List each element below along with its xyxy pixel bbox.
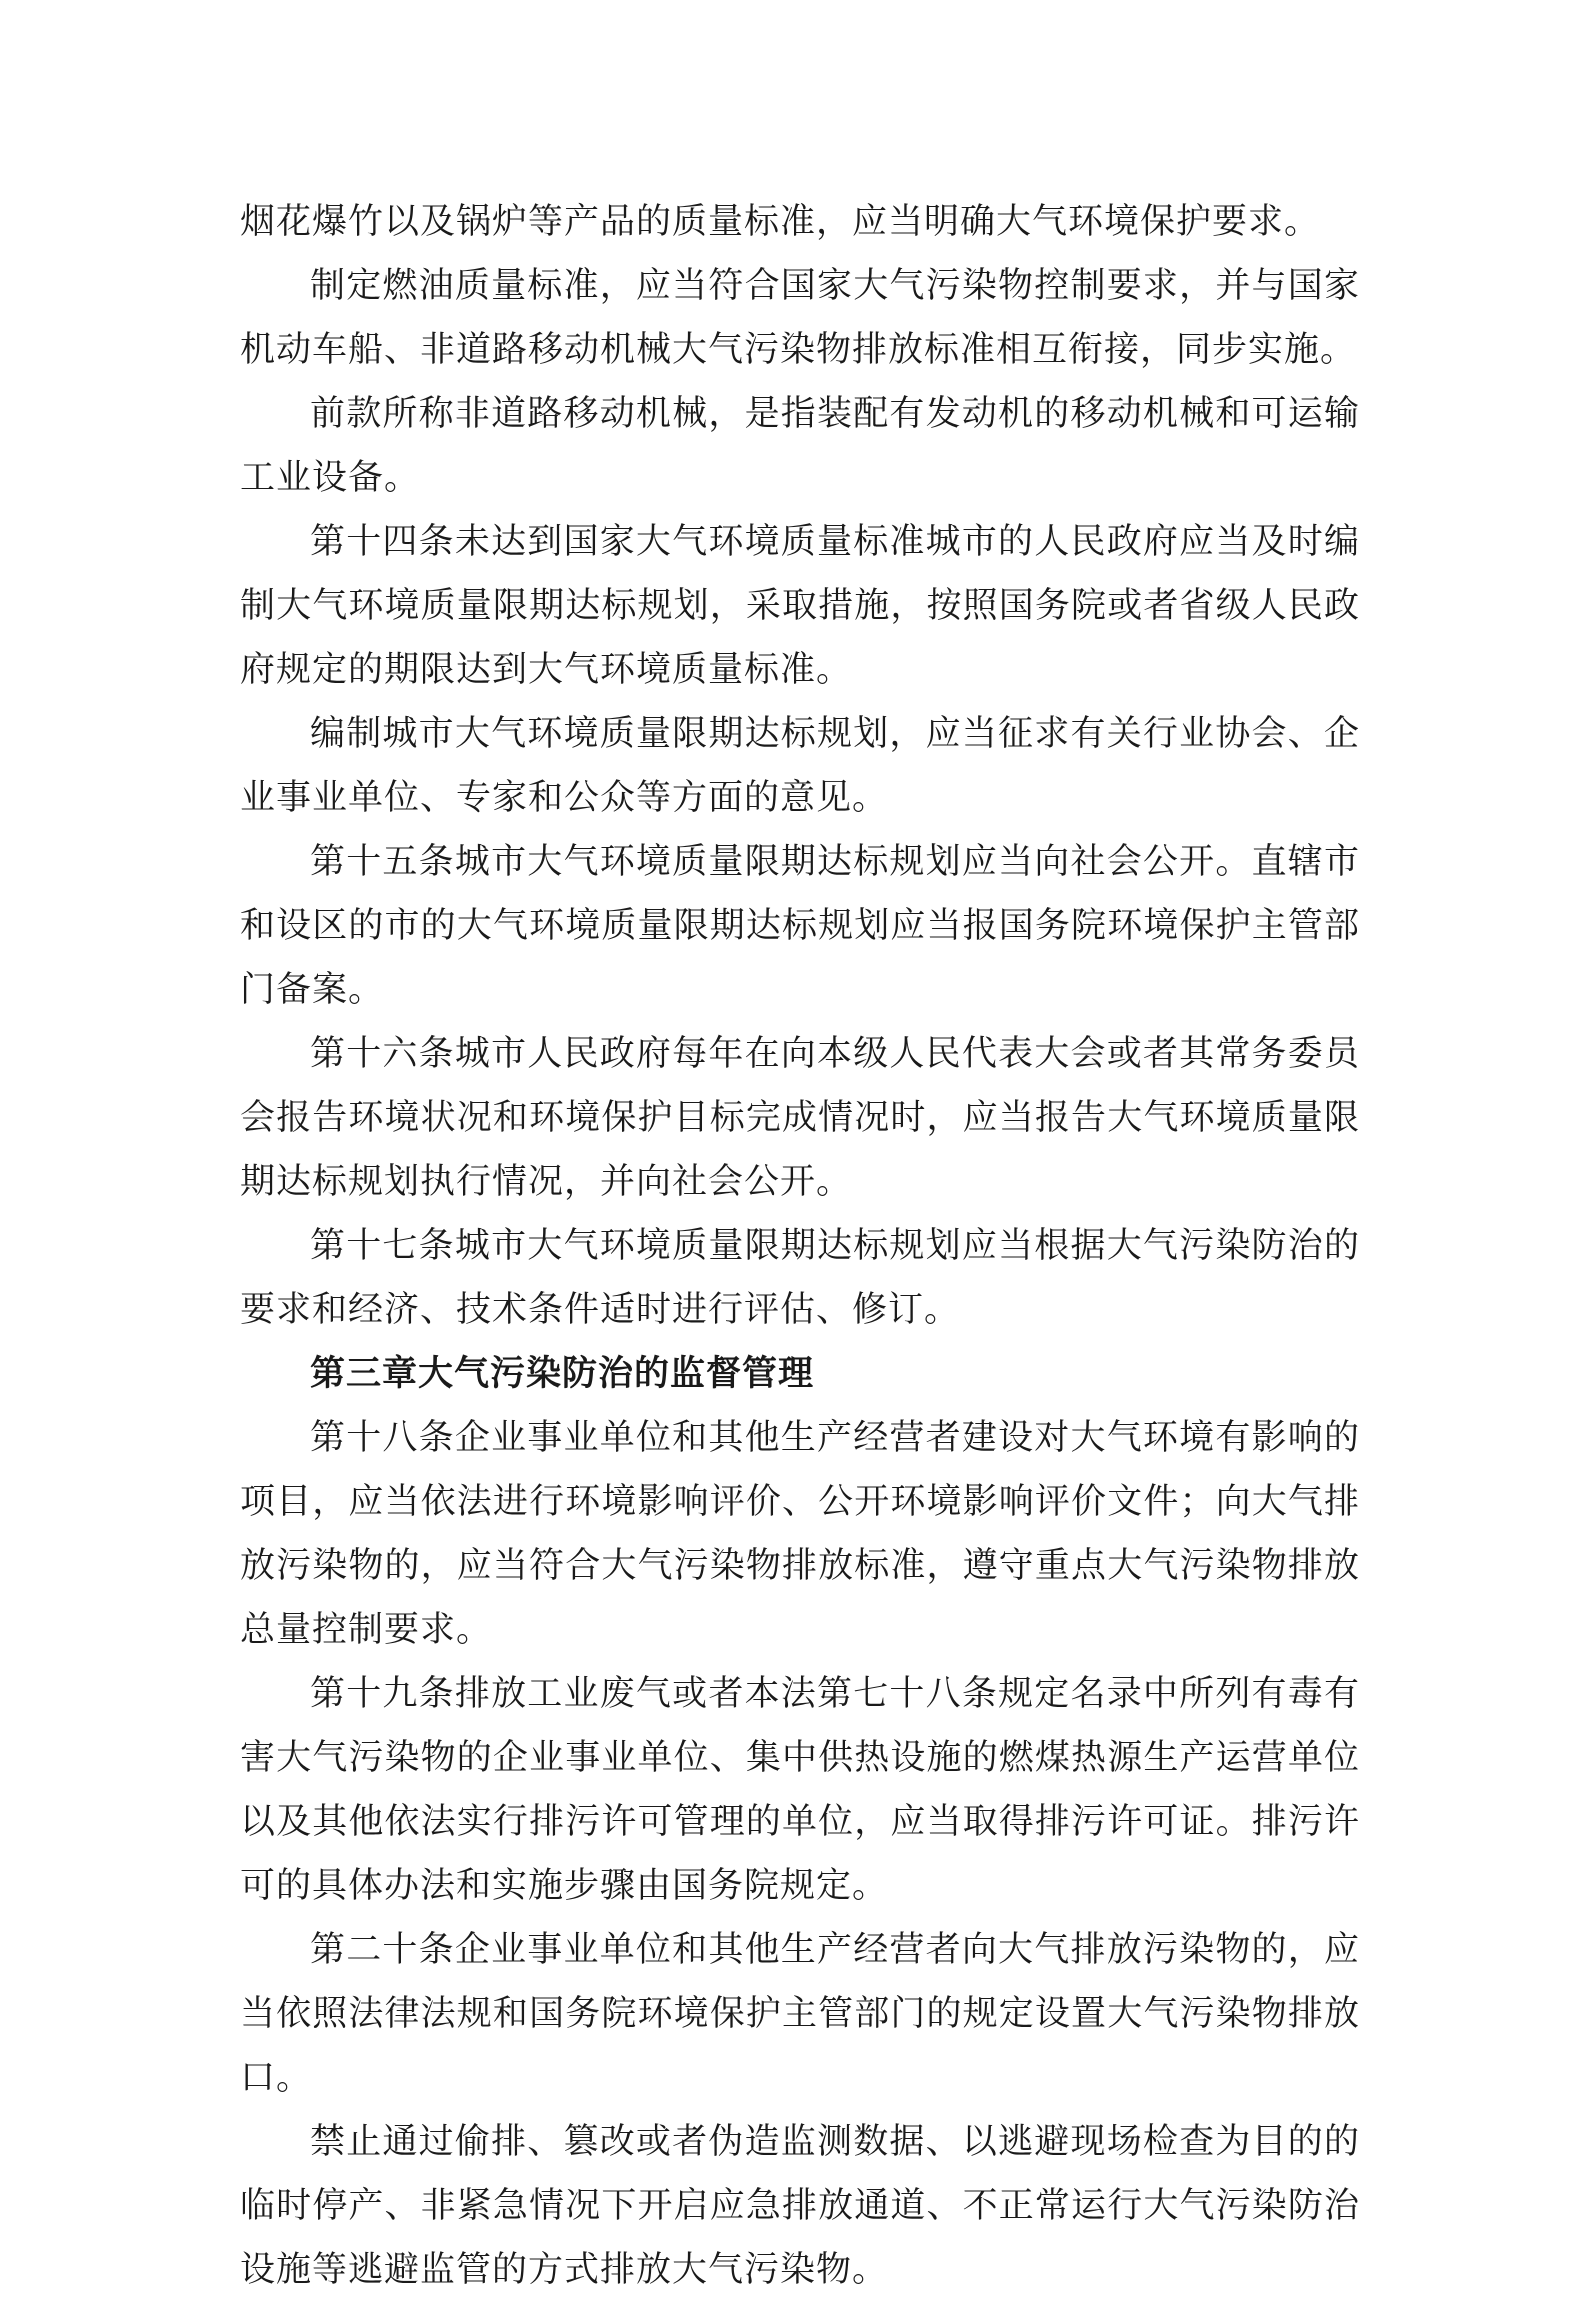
- article-20: 第二十条企业事业单位和其他生产经营者向大气排放污染物的，应当依照法律法规和国务院环境保护主管部门的规定设置大气污染物排放口。: [240, 1930, 1360, 2098]
- article-18: 第十八条企业事业单位和其他生产经营者建设对大气环境有影响的项目，应当依法进行环境影响评价、公开环境影响评价文件；向大气排放污染物的，应当符合大气污染物排放标准，遵守重点大气污染物排放总量控制要求。: [240, 1418, 1360, 1650]
- paragraph-continuation: 烟花爆竹以及锅炉等产品的质量标准，应当明确大气环境保护要求。: [240, 202, 1321, 242]
- chapter-3-heading: 第三章大气污染防治的监督管理: [310, 1353, 815, 1394]
- document-body: [240, 190, 1360, 2302]
- article-16: 第十六条城市人民政府每年在向本级人民代表大会或者其常务委员会报告环境状况和环境保护目标完成情况时，应当报告大气环境质量限期达标规划执行情况，并向社会公开。: [240, 1034, 1360, 1202]
- article-15: 第十五条城市大气环境质量限期达标规划应当向社会公开。直辖市和设区的市的大气环境质量限期达标规划应当报国务院环境保护主管部门备案。: [240, 842, 1360, 1010]
- paragraph-machinery-definition: 前款所称非道路移动机械，是指装配有发动机的移动机械和可运输工业设备。: [240, 394, 1360, 498]
- paragraph-prohibition: 禁止通过偷排、篡改或者伪造监测数据、以逃避现场检查为目的的临时停产、非紧急情况下开启应急排放通道、不正常运行大气污染防治设施等逃避监管的方式排放大气污染物。: [240, 2122, 1360, 2290]
- article-14: 第十四条未达到国家大气环境质量标准城市的人民政府应当及时编制大气环境质量限期达标规划，采取措施，按照国务院或者省级人民政府规定的期限达到大气环境质量标准。: [240, 522, 1360, 690]
- article-19: 第十九条排放工业废气或者本法第七十八条规定名录中所列有毒有害大气污染物的企业事业单位、集中供热设施的燃煤热源生产运营单位以及其他依法实行排污许可管理的单位，应当取得排污许可证。排污许可的具体办法和实施步骤由国务院规定。: [240, 1674, 1360, 1906]
- paragraph-fuel-standard: 制定燃油质量标准，应当符合国家大气污染物控制要求，并与国家机动车船、非道路移动机械大气污染物排放标准相互衔接，同步实施。: [240, 266, 1360, 370]
- paragraph-planning-consultation: 编制城市大气环境质量限期达标规划，应当征求有关行业协会、企业事业单位、专家和公众等方面的意见。: [240, 714, 1360, 818]
- article-17: 第十七条城市大气环境质量限期达标规划应当根据大气污染防治的要求和经济、技术条件适时进行评估、修订。: [240, 1226, 1360, 1330]
